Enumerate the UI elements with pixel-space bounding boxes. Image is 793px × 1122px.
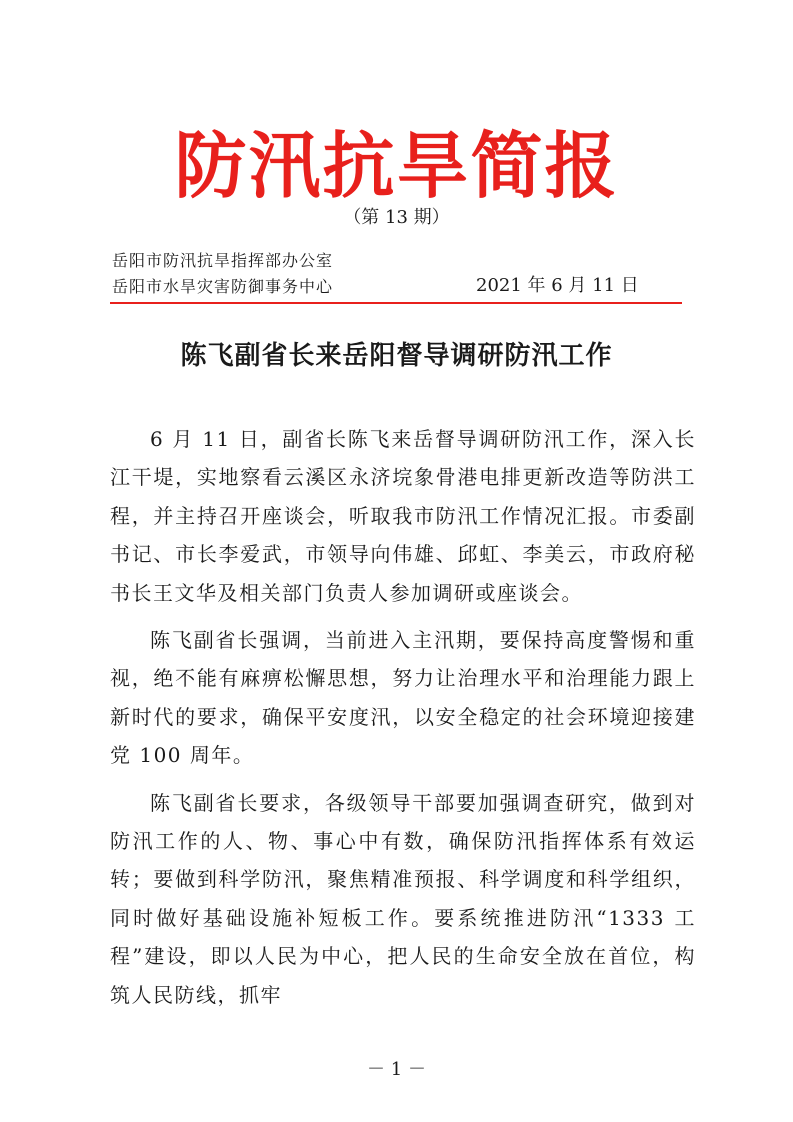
article-body (110, 420, 696, 1023)
paragraph: 陈飞副省长强调，当前进入主汛期，要保持高度警惕和重视，绝不能有麻痹松懈思想，努力让治理水平和治理能力跟上新时代的要求，确保平安度汛，以安全稳定的社会环境迎接建党 100 周年。 (110, 628, 696, 768)
issue-number: （第 13 期） (343, 207, 450, 228)
paragraph: 6 月 11 日，副省长陈飞来岳督导调研防汛工作，深入长江干堤，实地察看云溪区永济垸象骨港电排更新改造等防洪工程，并主持召开座谈会，听取我市防汛工作情况汇报。市委副书记、市长李爱武，市领导向伟雄、邱虹、李美云，市政府秘书长王文华及相关部门负责人参加调研或座谈会。 (110, 427, 696, 605)
issue-date: 2021 年 6 月 11 日 (476, 275, 639, 296)
issuing-office: 岳阳市防汛抗旱指挥部办公室 (112, 251, 334, 270)
masthead-title: 防汛抗旱简报 (174, 123, 619, 208)
red-divider (110, 302, 682, 304)
issuing-center: 岳阳市水旱灾害防御事务中心 (112, 277, 334, 296)
article-headline: 陈飞副省长来岳阳督导调研防汛工作 (180, 341, 613, 371)
paragraph: 陈飞副省长要求，各级领导干部要加强调查研究，做到对防汛工作的人、物、事心中有数，确保防汛指挥体系有效运转；要做到科学防汛，聚焦精准预报、科学调度和科学组织，同时做好基础设施补短板工作。要系统推进防汛“1333 工程”建设，即以人民为中心，把人民的生命安全放在首位，构筑人民防线，抓牢 (110, 790, 696, 1007)
page-number: － 1 － (367, 1059, 426, 1080)
